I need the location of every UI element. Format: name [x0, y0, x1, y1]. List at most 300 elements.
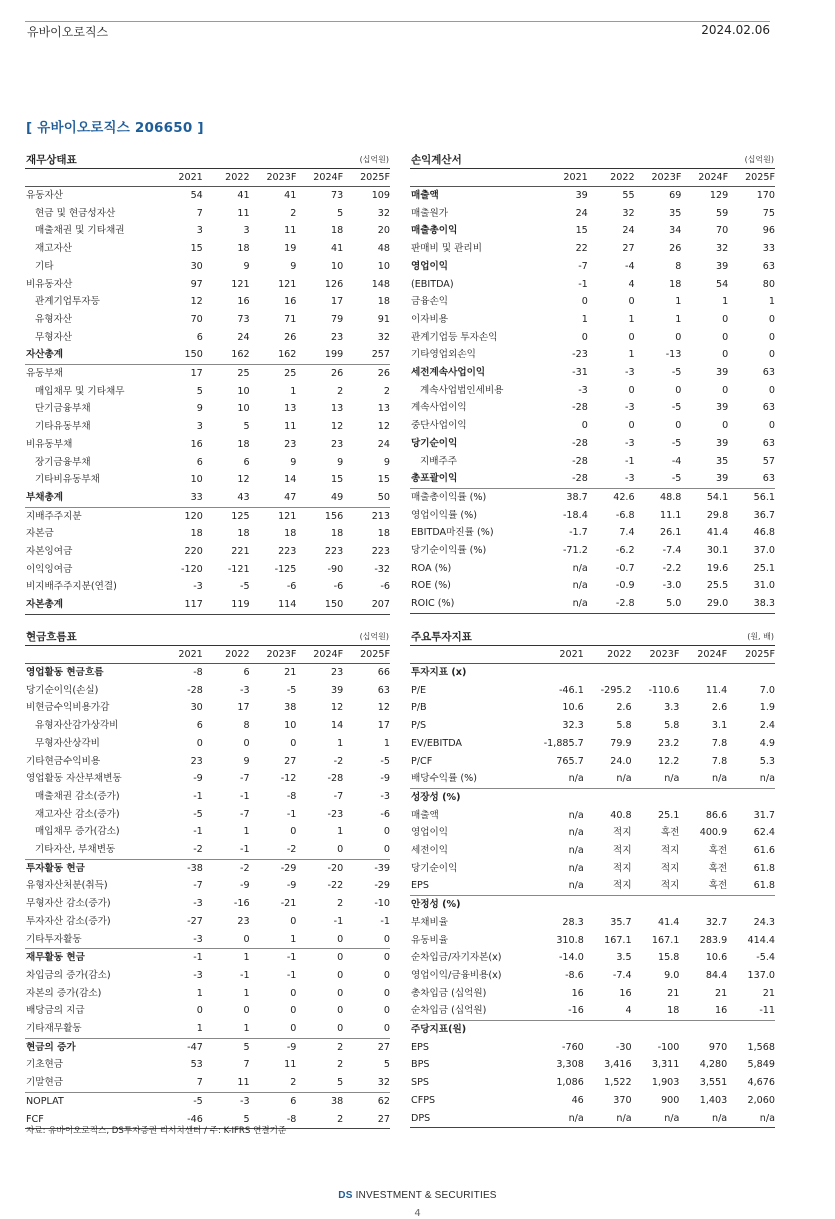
row-label: 비지배주주지분(연결) — [26, 581, 117, 593]
value-cell: 3.3 — [664, 702, 680, 714]
value-cell: 17 — [237, 702, 250, 714]
table-row — [25, 699, 390, 717]
value-cell: 16 — [284, 296, 297, 308]
table-title: 현금흐름표 — [26, 631, 77, 643]
value-cell: 33 — [762, 243, 775, 255]
row-label: 총포괄이익 — [411, 473, 458, 485]
value-cell: -7 — [578, 260, 588, 272]
row-label: 투자활동 현금 — [25, 859, 156, 877]
value-cell: 119 — [231, 599, 250, 611]
value-cell: 38.3 — [753, 598, 775, 610]
value-cell: 20 — [377, 225, 390, 237]
value-cell — [679, 896, 727, 914]
value-cell: 21 — [284, 667, 297, 678]
value-cell: 283.9 — [699, 934, 728, 946]
value-cell: 35 — [715, 455, 729, 467]
value-cell: 41 — [237, 190, 250, 201]
value-cell: -3 — [193, 969, 203, 981]
value-cell: 0 — [337, 1005, 344, 1017]
value-cell: 79 — [330, 313, 344, 325]
value-cell: 48 — [377, 243, 390, 255]
value-cell: 0 — [628, 384, 635, 396]
value-cell: 2.6 — [616, 702, 632, 714]
table-row — [25, 823, 390, 841]
value-cell: 적지 — [613, 827, 632, 839]
value-cell: 0 — [628, 296, 635, 308]
value-cell: -1,885.7 — [543, 737, 584, 749]
value-cell: -5 — [193, 808, 203, 820]
value-cell: 3 — [196, 421, 203, 433]
value-cell: 0 — [337, 933, 344, 945]
value-cell: -20 — [296, 859, 343, 877]
value-cell: -7 — [193, 880, 203, 892]
table-row — [25, 1020, 390, 1038]
column-header: 2025F — [360, 649, 390, 660]
value-cell: 0 — [581, 296, 588, 308]
value-cell: -7 — [240, 808, 250, 820]
row-label: 영업이익률 (%) — [411, 509, 477, 521]
table-row — [410, 770, 775, 788]
value-cell: 14 — [284, 474, 297, 486]
row-label: EPS — [411, 880, 429, 892]
table-row — [410, 417, 775, 435]
value-cell — [584, 1021, 632, 1039]
value-cell: 0 — [768, 331, 775, 343]
value-cell: -1 — [380, 915, 390, 927]
value-cell: 257 — [371, 349, 390, 361]
value-cell: -28 — [187, 684, 203, 696]
value-cell: 2.6 — [711, 702, 728, 714]
value-cell: 10 — [190, 474, 203, 486]
value-cell — [632, 1021, 680, 1039]
row-label: 영업활동 자산부채변동 — [26, 773, 122, 785]
value-cell: 1 — [628, 349, 635, 361]
row-label: 관계기업투자등 — [35, 296, 100, 308]
value-cell: 23.2 — [658, 737, 680, 749]
value-cell: 적지 — [660, 880, 680, 892]
table-row — [25, 436, 390, 454]
value-cell: 54 — [715, 278, 729, 290]
value-cell: -3.0 — [662, 580, 682, 592]
value-cell: -3 — [193, 581, 203, 593]
value-cell: -2 — [333, 755, 344, 767]
value-cell — [584, 664, 632, 682]
value-cell: 0 — [628, 420, 635, 432]
value-cell: 17 — [330, 296, 344, 308]
value-cell: n/a — [616, 773, 632, 785]
value-cell: -29 — [250, 859, 297, 877]
value-cell: -2.8 — [615, 598, 635, 610]
value-cell: 0 — [675, 384, 682, 396]
value-cell: 5 — [243, 1113, 250, 1125]
value-cell: 310.8 — [556, 934, 584, 946]
row-label: 관계기업등 투자손익 — [411, 331, 498, 343]
value-cell: -7.4 — [612, 969, 632, 981]
value-cell: 23 — [190, 755, 203, 767]
value-cell: 9.0 — [664, 969, 680, 981]
value-cell: -16 — [568, 1005, 584, 1017]
value-cell: -3 — [625, 437, 635, 449]
value-cell: 162 — [278, 349, 297, 361]
value-cell: 16 — [619, 987, 632, 999]
value-cell: -23 — [572, 349, 588, 361]
table-row — [410, 435, 775, 453]
table-row — [410, 717, 775, 735]
value-cell: 21 — [762, 987, 775, 999]
value-cell: 10 — [330, 260, 344, 272]
row-label: 금융손익 — [411, 296, 449, 308]
value-cell: 21 — [714, 987, 728, 999]
value-cell: 3 — [196, 225, 203, 237]
table-row — [25, 543, 390, 561]
table-row — [25, 949, 390, 967]
table-row — [25, 1074, 390, 1092]
value-cell: 1,522 — [604, 1077, 632, 1089]
table-row — [25, 1092, 390, 1110]
value-cell: -27 — [187, 915, 203, 927]
value-cell: 39 — [575, 190, 588, 201]
value-cell: 41 — [330, 243, 344, 255]
table-row — [25, 454, 390, 472]
value-cell: -46 — [187, 1113, 203, 1125]
value-cell: -29 — [374, 880, 390, 892]
row-label: 매출채권 및 기타채권 — [35, 225, 125, 237]
row-label: 매입채무 증가(감소) — [35, 826, 120, 838]
row-label: 투자자산 감소(증가) — [26, 915, 111, 927]
value-cell: 61.8 — [753, 880, 775, 892]
value-cell: 70 — [190, 313, 203, 325]
value-cell: n/a — [572, 562, 588, 574]
value-cell: 1 — [243, 826, 250, 838]
value-cell: 7.4 — [619, 527, 635, 539]
value-cell: 0 — [383, 826, 390, 838]
value-cell: 26 — [669, 243, 682, 255]
value-cell: 39 — [330, 684, 344, 696]
row-label: 재고자산 감소(증가) — [35, 808, 120, 820]
value-cell: 1 — [243, 1023, 250, 1035]
value-cell: -28 — [327, 773, 344, 785]
value-cell: 16 — [190, 438, 203, 450]
row-label: 자본총계 — [26, 599, 64, 611]
value-cell: -39 — [343, 859, 390, 877]
table-header-row — [410, 646, 775, 664]
value-cell: 2,060 — [747, 1094, 775, 1106]
value-cell: -2 — [193, 844, 203, 856]
row-label: 부채총계 — [26, 491, 64, 503]
value-cell: 적지 — [660, 862, 680, 874]
value-cell: 49 — [330, 491, 344, 503]
value-cell: 137.0 — [747, 969, 775, 981]
value-cell: 170 — [756, 190, 775, 201]
row-label: 유동부채 — [25, 365, 156, 383]
value-cell: 39 — [715, 260, 729, 272]
row-label: 기타재무활동 — [26, 1023, 82, 1035]
row-label: 자본금 — [26, 528, 54, 540]
table-row — [25, 770, 390, 788]
row-label: 주당지표(원) — [410, 1021, 536, 1039]
value-cell: -8 — [193, 667, 203, 678]
row-label: 차입금의 증가(감소) — [26, 969, 111, 981]
footer-brand-text: INVESTMENT & SECURITIES — [355, 1190, 497, 1201]
value-cell: 0 — [768, 349, 775, 361]
value-cell: 0 — [581, 420, 588, 432]
value-cell: 4 — [628, 278, 635, 290]
row-label: SPS — [411, 1077, 429, 1089]
value-cell — [727, 664, 775, 682]
value-cell: 1 — [203, 949, 250, 967]
value-cell: 66 — [377, 667, 390, 678]
value-cell: n/a — [664, 1112, 680, 1124]
value-cell: 32 — [377, 207, 390, 219]
value-cell: 10.6 — [705, 952, 728, 964]
value-cell: 0 — [768, 313, 775, 325]
row-label: 이자비용 — [411, 313, 449, 325]
value-cell: 1 — [628, 313, 635, 325]
table-row — [25, 311, 390, 329]
column-header: 2021 — [178, 172, 203, 183]
value-cell: 148 — [371, 278, 390, 290]
value-cell: -9 — [193, 773, 203, 785]
value-cell — [679, 664, 727, 682]
value-cell: -10 — [374, 898, 390, 910]
value-cell: -8 — [286, 1113, 297, 1125]
table-row — [410, 1002, 775, 1020]
value-cell: -4 — [625, 260, 635, 272]
value-cell: 27 — [622, 243, 635, 255]
table-row — [25, 418, 390, 436]
value-cell: 167.1 — [651, 934, 680, 946]
value-cell: 0 — [383, 1023, 390, 1035]
value-cell: 223 — [324, 546, 344, 558]
table-unit: (십억원) — [359, 632, 389, 641]
value-cell: 적지 — [613, 845, 632, 857]
row-label: 이익잉여금 — [26, 563, 73, 575]
row-label: 비현금수익비용가감 — [26, 702, 110, 714]
value-cell: 24 — [377, 438, 390, 450]
value-cell: 흑전 — [660, 827, 680, 839]
value-cell: 1 — [337, 737, 344, 749]
value-cell: 흑전 — [708, 862, 728, 874]
value-cell: 47 — [284, 491, 297, 503]
value-cell: 5 — [196, 385, 203, 397]
value-cell: 3,308 — [556, 1059, 584, 1071]
row-label: 계속사업이익 — [411, 402, 467, 414]
value-cell: n/a — [572, 598, 588, 610]
table-row — [410, 240, 775, 258]
value-cell: 114 — [278, 599, 297, 611]
value-cell: -1 — [625, 455, 635, 467]
table-row — [410, 507, 775, 525]
value-cell: 0 — [383, 1005, 390, 1017]
value-cell: -18.4 — [562, 509, 588, 521]
table-row — [25, 293, 390, 311]
row-label: FCF — [26, 1113, 44, 1125]
value-cell: 1 — [290, 385, 297, 397]
table-row — [25, 735, 390, 753]
value-cell: -16 — [233, 898, 250, 910]
value-cell: -0.7 — [615, 562, 635, 574]
value-cell: 156 — [296, 507, 343, 525]
row-label: 순차입금 (십억원) — [411, 1005, 487, 1017]
value-cell: 21 — [667, 987, 680, 999]
value-cell: 3 — [243, 225, 250, 237]
row-label: 재무활동 현금 — [25, 949, 156, 967]
table-row — [25, 841, 390, 859]
row-label: 영업활동 현금흐름 — [26, 667, 104, 678]
column-header: 2024F — [313, 172, 344, 183]
value-cell: 23 — [237, 915, 250, 927]
value-cell: 0 — [722, 384, 729, 396]
value-cell — [632, 788, 680, 806]
value-cell: 흑전 — [708, 880, 728, 892]
value-cell: 12 — [237, 474, 250, 486]
row-label: 매출총이익 — [411, 225, 458, 237]
table-row — [25, 753, 390, 771]
value-cell — [727, 788, 775, 806]
value-cell: 41.4 — [706, 527, 729, 539]
row-label: 기타유동부채 — [35, 421, 91, 433]
value-cell: 970 — [708, 1041, 728, 1053]
table-row — [410, 276, 775, 294]
column-header: 2025F — [745, 172, 775, 183]
value-cell: 18 — [237, 243, 250, 255]
row-label: 유형자산감가상각비 — [35, 720, 119, 732]
value-cell: 11 — [284, 225, 297, 237]
value-cell: n/a — [568, 880, 584, 892]
table-row — [25, 682, 390, 700]
value-cell: 62.4 — [753, 827, 775, 839]
row-label: 투자지표 (x) — [411, 667, 467, 678]
table-row — [410, 311, 775, 329]
value-cell: 27 — [343, 1038, 390, 1056]
value-cell: 56.1 — [728, 488, 775, 506]
value-cell: 35.7 — [610, 916, 632, 928]
value-cell: 37.0 — [753, 545, 775, 557]
value-cell — [536, 788, 584, 806]
value-cell: -8.6 — [565, 969, 584, 981]
value-cell: 13 — [330, 403, 344, 415]
value-cell: 9 — [196, 403, 203, 415]
value-cell: 23 — [330, 331, 344, 343]
value-cell: 121 — [278, 278, 297, 290]
value-cell: 7 — [196, 1077, 203, 1089]
row-label: 자본의 증가(감소) — [26, 987, 102, 999]
table-row — [410, 1092, 775, 1110]
value-cell: 12 — [377, 702, 390, 714]
table-row — [25, 931, 390, 949]
value-cell: 27 — [377, 1113, 390, 1125]
table-row — [25, 859, 390, 877]
table-row — [25, 596, 390, 614]
column-header: 2023F — [651, 172, 682, 183]
value-cell: 0 — [290, 737, 297, 749]
column-header: 2025F — [360, 172, 390, 183]
value-cell: -110.6 — [648, 684, 680, 696]
row-label: P/B — [411, 702, 427, 714]
table-header-row — [25, 646, 390, 664]
value-cell: 43 — [237, 491, 250, 503]
table-row — [25, 222, 390, 240]
value-cell: 12 — [330, 702, 344, 714]
value-cell: -3 — [203, 1092, 250, 1110]
value-cell: 29.8 — [706, 509, 729, 521]
row-label: 성장성 (%) — [410, 788, 536, 806]
value-cell: 2 — [337, 1113, 344, 1125]
row-label: 당기순이익(손실) — [26, 684, 99, 696]
value-cell: 4.9 — [759, 737, 775, 749]
value-cell: -7.4 — [662, 545, 682, 557]
value-cell: 19.6 — [706, 562, 729, 574]
value-cell: 15.8 — [658, 952, 680, 964]
value-cell: 2 — [383, 385, 390, 397]
table-row — [410, 1021, 775, 1039]
table-unit: (십억원) — [359, 155, 389, 164]
value-cell: n/a — [711, 1112, 728, 1124]
value-cell: 0 — [290, 1023, 297, 1035]
value-cell: 10 — [237, 403, 250, 415]
row-label: 현금의 증가 — [25, 1038, 156, 1056]
value-cell: 0 — [383, 987, 390, 999]
value-cell: 126 — [324, 278, 344, 290]
value-cell: 162 — [231, 349, 250, 361]
value-cell: 4,280 — [699, 1059, 728, 1071]
value-cell: 25.1 — [658, 809, 680, 821]
value-cell: -3 — [625, 473, 635, 485]
value-cell: 12 — [190, 296, 203, 308]
column-header: 2023F — [266, 649, 297, 660]
value-cell: 31.7 — [753, 809, 775, 821]
value-cell: -7 — [333, 790, 344, 802]
table-row — [410, 860, 775, 878]
value-cell: 121 — [250, 507, 297, 525]
value-cell: 23 — [330, 438, 344, 450]
row-label: ROIC (%) — [411, 598, 455, 610]
value-cell: 2.4 — [759, 720, 775, 732]
value-cell: 23 — [284, 438, 297, 450]
table-row — [25, 525, 390, 543]
value-cell: 6 — [196, 331, 203, 343]
table-row — [410, 524, 775, 542]
value-cell: -30 — [615, 1041, 632, 1053]
value-cell: 18 — [667, 1005, 680, 1017]
value-cell: -21 — [280, 898, 297, 910]
value-cell: 39 — [715, 437, 729, 449]
row-label: 자산총계 — [26, 349, 64, 361]
value-cell: 16 — [571, 987, 584, 999]
value-cell: 1 — [337, 826, 344, 838]
value-cell: 38 — [296, 1092, 343, 1110]
value-cell: 11.1 — [660, 509, 682, 521]
value-cell: 적지 — [660, 845, 680, 857]
value-cell: -1 — [286, 808, 297, 820]
value-cell: -9 — [250, 1038, 297, 1056]
value-cell: -11 — [759, 1005, 775, 1017]
value-cell: 0 — [722, 420, 729, 432]
column-header: 2021 — [178, 649, 203, 660]
value-cell: 25.5 — [706, 580, 729, 592]
row-label: 부채비율 — [411, 916, 449, 928]
value-cell: 35 — [669, 207, 682, 219]
value-cell: -28 — [572, 473, 588, 485]
value-cell: n/a — [711, 773, 728, 785]
page-number: 4 — [414, 1208, 421, 1219]
value-cell: 199 — [324, 349, 344, 361]
balance-sheet-table — [25, 150, 390, 615]
table-row — [410, 735, 775, 753]
column-header: 2022 — [610, 172, 635, 183]
value-cell: 31.0 — [753, 580, 775, 592]
value-cell: -1 — [250, 949, 297, 967]
